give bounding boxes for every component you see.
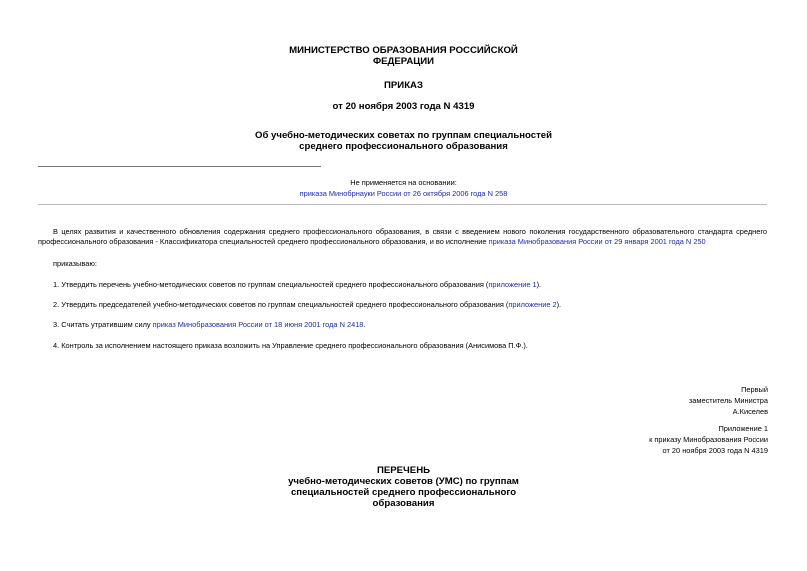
order-word: приказываю: (53, 259, 97, 268)
intro-link[interactable]: приказа Минобразования России от 29 января 2001 года N 250 (488, 237, 706, 246)
item-1: 1. Утвердить перечень учебно-методических советов по группам специальностей среднего профессионального образования (приложение 1). (53, 280, 542, 289)
doc-date: от 20 ноября 2003 года N 4319 (332, 101, 475, 112)
appendix-header (600, 423, 768, 456)
doc-title-line-2: среднего профессионального образования (299, 141, 508, 152)
item-1-link[interactable]: приложение 1 (488, 280, 537, 289)
doc-type: ПРИКАЗ (384, 80, 423, 91)
appendix-line-2: к приказу Минобразования России (649, 435, 768, 444)
divider-status (38, 204, 767, 205)
ministry-line-1: МИНИСТЕРСТВО ОБРАЗОВАНИЯ РОССИЙСКОЙ (289, 45, 518, 56)
appendix-line-1: Приложение 1 (718, 424, 768, 433)
item-3: 3. Считать утратившим силу приказ Минобразования России от 18 июня 2001 года N 2418. (53, 320, 366, 329)
ministry-line-2: ФЕДЕРАЦИИ (372, 56, 435, 67)
doc-title (0, 130, 807, 152)
list-subtitle-line-3: образования (372, 498, 435, 509)
signature-line-1: Первый (741, 385, 768, 394)
doc-title-line-1: Об учебно-методических советах по группам специальностей (254, 130, 553, 141)
status-text: Не применяется на основании: (350, 178, 457, 187)
intro-paragraph (38, 227, 767, 247)
list-subtitle-line-2: специальностей среднего профессионального (290, 487, 517, 498)
list-subtitle-line-1: учебно-методических советов (УМС) по группам (288, 476, 519, 487)
status-link[interactable]: приказа Минобрнауки России от 26 октября 2006 года N 258 (299, 189, 508, 198)
list-title: ПЕРЕЧЕНЬ (376, 465, 431, 476)
item-3-link[interactable]: приказ Минобразования России от 18 июня 2001 года N 2418 (152, 320, 364, 329)
signature-line-3: А.Киселев (732, 407, 768, 416)
list-subtitle (0, 476, 807, 509)
item-2: 2. Утвердить председателей учебно-методических советов по группам специальностей среднего профессионального образования (приложение 2). (53, 300, 562, 309)
appendix-line-3: от 20 ноября 2003 года N 4319 (662, 446, 768, 455)
item-4: 4. Контроль за исполнением настоящего приказа возложить на Управление среднего профессионального образования (Анисимова П.Ф.). (53, 341, 528, 350)
divider-top (38, 166, 321, 167)
item-2-link[interactable]: приложение 2 (508, 300, 557, 309)
intro-text: В целях развития и качественного обновления содержания среднего профессионального образования, в связи с введением нового поколения государственного образовательного стандарта среднего профессионального образования - Классификатора специальностей среднего профессионального образования, и во исполнение (38, 227, 767, 246)
signature-line-2: заместитель Министра (688, 396, 768, 405)
signature (600, 384, 768, 417)
ministry-name (0, 45, 807, 67)
